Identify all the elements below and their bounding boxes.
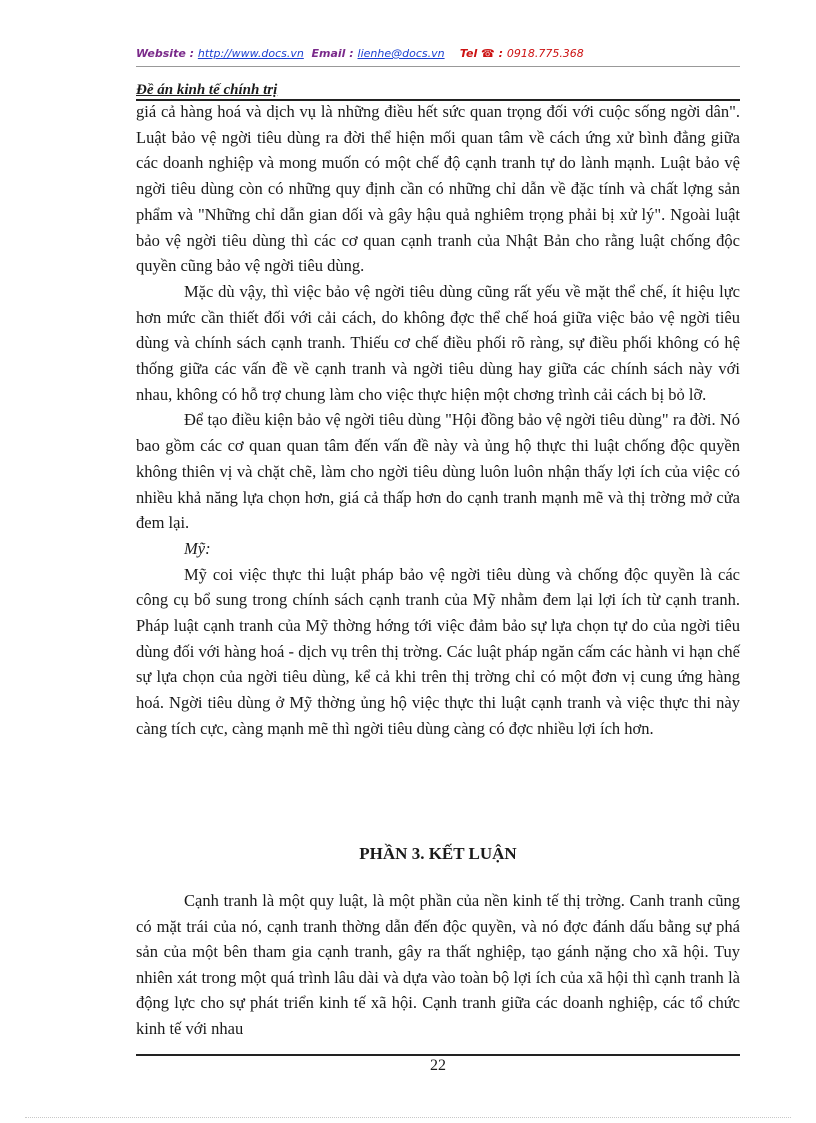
body-text [136, 99, 740, 742]
tel-value: 0918.775.368 [506, 47, 584, 60]
subheading-my [136, 536, 740, 562]
paragraph-3: Để tạo điều kiện bảo vệ ngời tiêu dùng "Hội đồng bảo vệ ngời tiêu dùng" ra đời. Nó bao gồm các cơ quan quan tâm đến vấn đề này và ủng hộ thực thi luật chống độc quyền không thiên vị và chặt chẽ, làm cho ngời tiêu dùng luôn luôn nhận thấy lợi ích của việc có nhiều khả năng lựa chọn hơn, giá cả thấp hơn do cạnh tranh mạnh mẽ và thị trờng mở cửa đem lại. [136, 410, 740, 533]
paragraph-4: Mỹ coi việc thực thi luật pháp bảo vệ ngời tiêu dùng và chống độc quyền là các công cụ bổ sung trong chính sách cạnh tranh của Mỹ nhằm đem lại lợi ích từ cạnh tranh. Pháp luật cạnh tranh của Mỹ thờng hớng tới việc đảm bảo sự lựa chọn tự do của ngời tiêu dùng đối với hàng hoá - dịch vụ trên thị trờng. Các luật pháp ngăn cấm các hành vi hạn chế sự lựa chọn của ngời tiêu dùng, kể cả khi trên thị trờng chỉ có một đơn vị cung ứng hàng hoá. Ngời tiêu dùng ở Mỹ thờng ủng hộ việc thực thi luật cạnh tranh và việc thực thi này càng tích cực, càng mạnh mẽ thì ngời tiêu dùng càng có đợc nhiều lợi ích hơn. [136, 564, 740, 738]
footer-divider [136, 1054, 740, 1056]
email-link[interactable]: lienhe@docs.vn [357, 47, 445, 60]
tel-label: Tel ☎ : [459, 47, 503, 60]
paragraph-2: Mặc dù vậy, thì việc bảo vệ ngời tiêu dùng cũng rất yếu về mặt thể chế, ít hiệu lực hơn mức cần thiết đối với cải cách, do không đợc thể chế hoá giữa việc bảo vệ ngời tiêu dùng và chính sách cạnh tranh. Thiếu cơ chế điều phối rõ ràng, sự điều phối không có hệ thống giữa các vấn đề về cạnh tranh và ngời tiêu dùng hay giữa các chính sách này với nhau, không có hỗ trợ chung làm cho việc thực hiện một chơng trình cải cách bị bỏ lỡ. [136, 281, 740, 404]
paragraph-1: giá cả hàng hoá và dịch vụ là những điều hết sức quan trọng đối với cuộc sống ngời dân". Luật bảo vệ ngời tiêu dùng ra đời thể hiện mối quan tâm về cách ứng xử bình đẳng giữa các doanh nghiệp và mong muốn có một chế độ cạnh tranh tự do lành mạnh. Luật bảo vệ ngời tiêu dùng còn có những quy định cần có những chỉ dẫn về đặc tính và chất lợng sản phẩm và "Những chỉ dẫn gian dối và gây hậu quả nghiêm trọng phải bị xử lý". Ngoài luật bảo vệ ngời tiêu dùng thì các cơ quan cạnh tranh của Nhật Bản cho rằng luật chống độc quyền cũng bảo vệ ngời tiêu dùng. [136, 102, 740, 276]
document-title: Đề án kinh tế chính trị [136, 82, 278, 98]
page-edge-dots [25, 1117, 791, 1118]
email-label: Email : [311, 47, 354, 60]
section-heading: PHẦN 3. KẾT LUẬN [359, 844, 517, 863]
header-divider [136, 66, 740, 67]
conclusion-paragraph: Cạnh tranh là một quy luật, là một phần của nền kinh tế thị trờng. Canh tranh cũng có mặt trái của nó, cạnh tranh thờng dẫn đến độc quyền, và nó đợc đánh dấu bằng sự phá sản của một bên tham gia cạnh tranh, gây ra thất nghiệp, tạo gánh nặng cho xã hội. Tuy nhiên xát trong một quá trình lâu dài và dựa vào toàn bộ lợi ích của xã hội thì cạnh tranh là động lực cho sự phát triển kinh tế xã hội. Cạnh tranh giữa các doanh nghiệp, các tổ chức kinh tế với nhau [136, 891, 740, 1038]
site-header [136, 47, 740, 60]
website-link[interactable]: http://www.docs.vn [197, 47, 304, 60]
subheading-my-text: Mỹ: [184, 538, 211, 558]
website-label: Website : [136, 47, 195, 60]
page-number: 22 [430, 1057, 446, 1074]
